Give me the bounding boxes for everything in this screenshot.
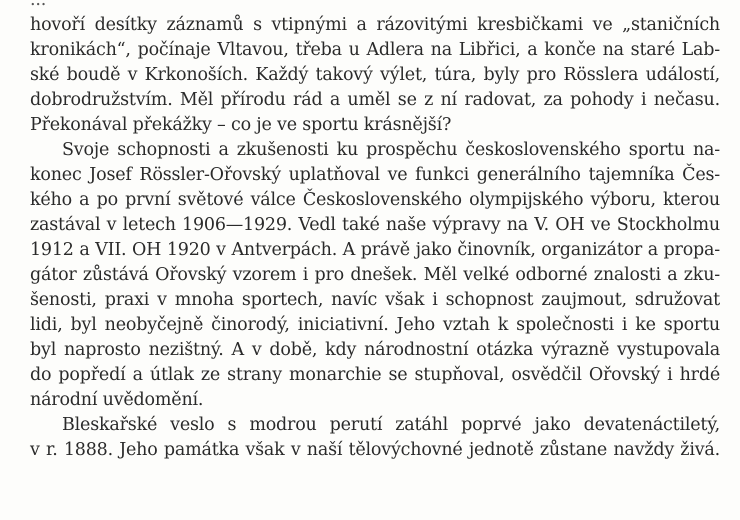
text-line: v r. 1888. Jeho památka však v naší tělovýchovné jednotě zůstane navždy živá. (30, 440, 720, 460)
text-line: hovoří desítky záznamů s vtipnými a rázovitými kresbičkami ve „staničních (30, 15, 720, 35)
paragraph-first-line: Bleskařské veslo s modrou perutí zatáhl poprvé jako devatenáctiletý, (62, 415, 720, 435)
text-line: dobrodružstvím. Měl přírodu rád a uměl se z ní radovat, za pohody i nečasu. (30, 90, 720, 110)
text-line: šenosti, praxi v mnoha sportech, navíc však i schopnost zaujmout, sdružovat (30, 290, 720, 310)
text-line: národní uvědomění. (30, 390, 204, 410)
text-line: Překonával překážky – co je ve sportu krásnější? (30, 115, 452, 135)
text-line: gátor zůstává Ořovský vzorem i pro dnešek. Měl velké odborné znalosti a zku- (30, 265, 720, 285)
text-line: kronikách“, počínaje Vltavou, třeba u Adlera na Libřici, a konče na staré Lab- (30, 40, 720, 60)
text-line: kého a po první světové válce Československého olympijského výboru, kterou (30, 190, 720, 210)
text-line: 1912 a VII. OH 1920 v Antverpách. A právě jako činovník, organizátor a propa- (30, 240, 720, 260)
text-line: ské boudě v Krkonoších. Každý takový výlet, túra, byly pro Rösslera událostí, (30, 65, 720, 85)
text-line: byl naprosto nezištný. A v době, kdy národnostní otázka výrazně vystupovala (30, 340, 720, 360)
text-line-cut: ... (30, 0, 47, 10)
text-line: lidi, byl neobyčejně činorodý, iniciativní. Jeho vztah k společnosti i ke sportu (30, 315, 720, 335)
text-line: do popředí a útlak ze strany monarchie se stupňoval, osvědčil Ořovský i hrdé (30, 365, 720, 385)
paragraph-first-line: Svoje schopnosti a zkušenosti ku prospěchu československého sportu na- (62, 140, 720, 160)
text-line: zastával v letech 1906—1929. Vedl také naše výpravy na V. OH ve Stockholmu (30, 215, 720, 235)
text-line: konec Josef Rössler-Ořovský uplatňoval ve funkci generálního tajemníka Čes- (30, 165, 720, 185)
